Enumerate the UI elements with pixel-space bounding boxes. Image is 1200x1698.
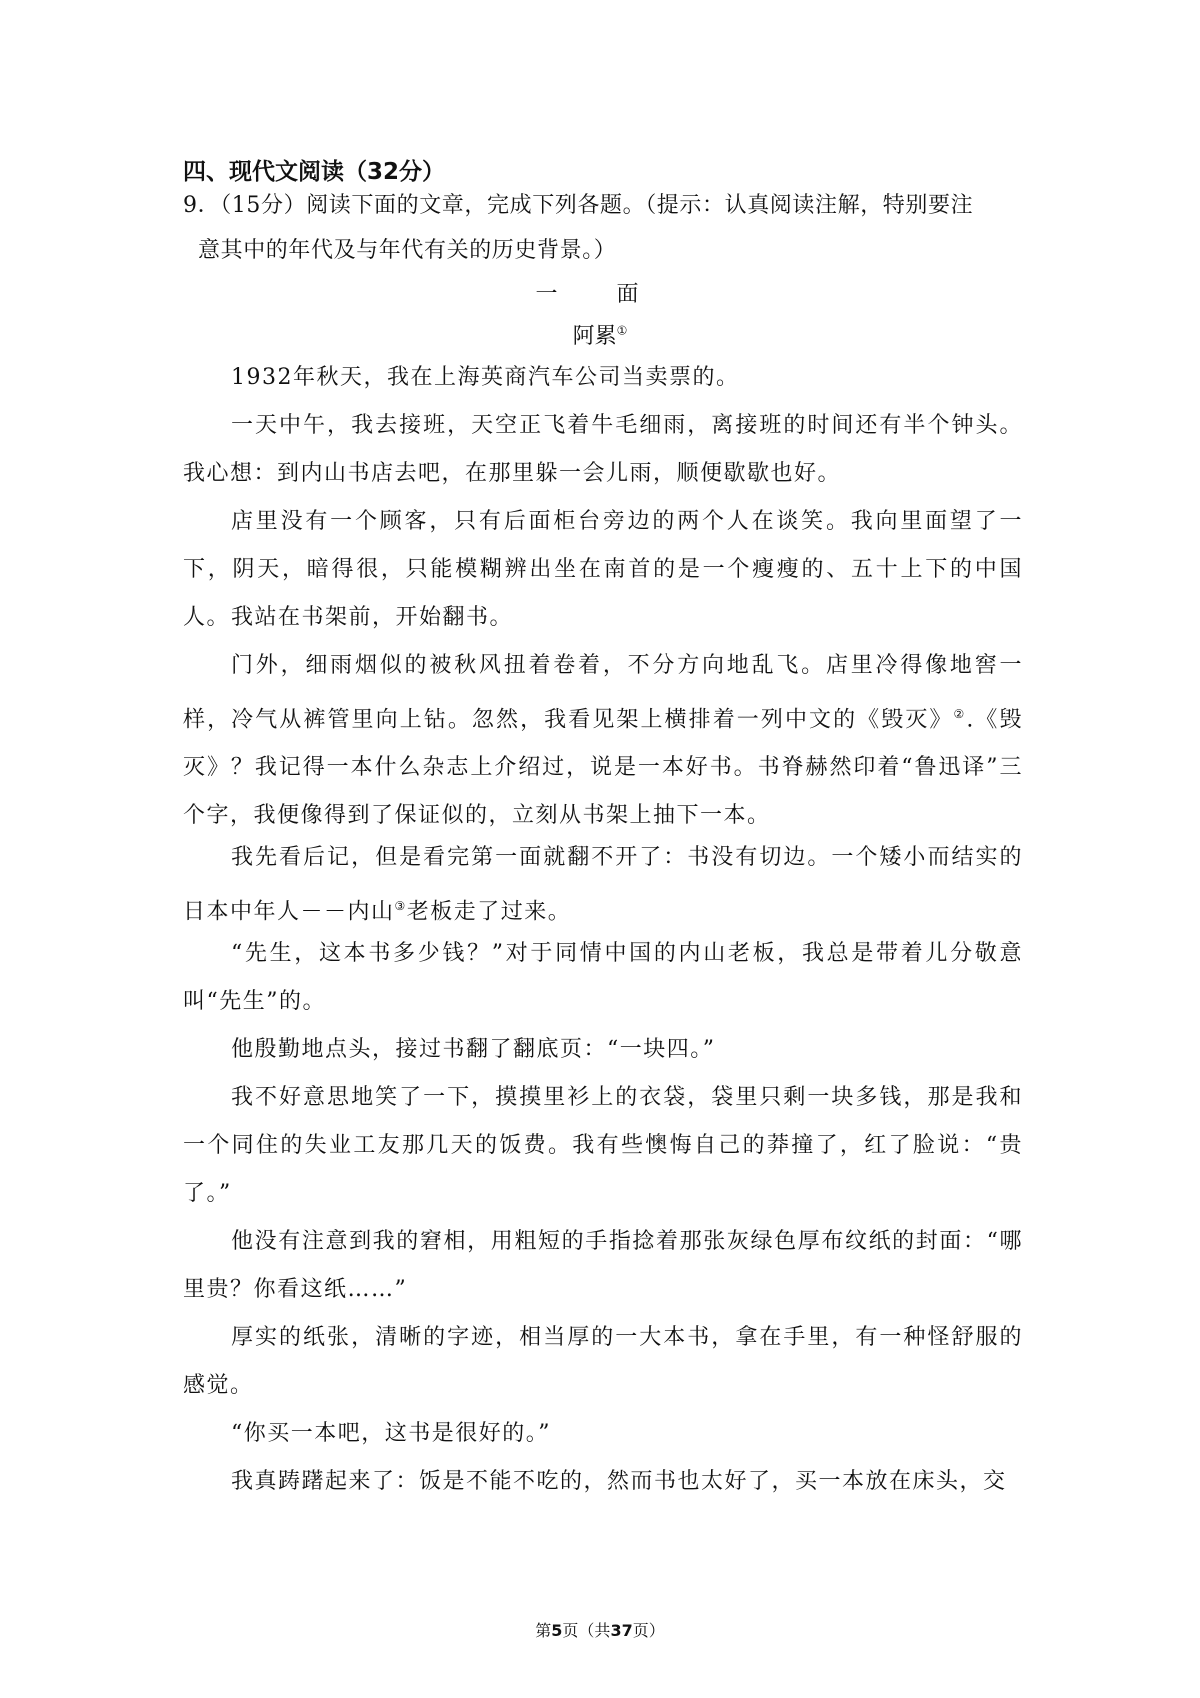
section-heading: 四、现代文阅读（32分）: [183, 159, 446, 185]
paragraph-1: 1932年秋天，我在上海英商汽车公司当卖票的。: [231, 365, 740, 390]
footnote-marker-1: ①: [616, 323, 628, 338]
paragraph-6-text-a: 我先看后记，但是看完第一面就翻不开了：书没有切边。一个矮小而结实的日本中年人－－内山: [183, 845, 1023, 925]
paragraph-12: “你买一本吧，这书是很好的。”: [231, 1421, 551, 1446]
page-footer: [0, 1618, 1200, 1641]
paragraph-13: 我真踌躇起来了：饭是不能不吃的，然而书也太好了，买一本放在床头，交: [231, 1469, 1007, 1494]
footnote-marker-3: ③: [394, 899, 407, 913]
paragraph-6-text-b: 老板走了过来。: [406, 899, 572, 925]
page-number: 5: [551, 1621, 563, 1640]
question-prompt-line-2: 意其中的年代及与年代有关的历史背景。）: [198, 238, 617, 263]
question-prompt-line-1: 9．（15分）阅读下面的文章，完成下列各题。（提示：认真阅读注解，特别要注: [183, 193, 974, 218]
footer-prefix: 第: [535, 1621, 552, 1640]
paragraph-11: 厚实的纸张，清晰的字迹，相当厚的一大本书，拿在手里，有一种怪舒服的感觉。: [183, 1325, 1023, 1398]
article-author: [0, 319, 1200, 350]
article-title: [0, 277, 1200, 308]
footnote-marker-2: ②: [953, 707, 967, 721]
article-title-text: 一 面: [535, 282, 665, 307]
footer-suffix: 页）: [632, 1621, 665, 1640]
author-name: 阿累: [572, 324, 617, 349]
paragraph-5-text-a: 门外，细雨烟似的被秋风扭着卷着，不分方向地乱飞。店里冷得像地窖一样，冷气从裤管里向上钻。忽然，我看见架上横排着一列中文的《毁灭》: [183, 653, 1023, 733]
paragraph-4: 我站在书架前，开始翻书。: [231, 605, 514, 630]
paragraph-10: 他没有注意到我的窘相，用粗短的手指捻着那张灰绿色厚布纹纸的封面：“哪里贵？你看这纸……”: [183, 1229, 1023, 1302]
paragraph-5: [183, 642, 1023, 840]
paragraph-7: “先生，这本书多少钱？”对于同情中国的内山老板，我总是带着儿分敬意叫“先生”的。: [183, 941, 1023, 1014]
total-pages: 37: [610, 1621, 633, 1640]
paragraph-6: [183, 834, 1023, 936]
footer-middle: 页（共: [562, 1621, 611, 1640]
paragraph-3: 店里没有一个顾客，只有后面柜台旁边的两个人在谈笑。我向里面望了一下，阴天，暗得很，只能模糊辨出坐在南首的是一个瘦瘦的、五十上下的中国人。: [183, 509, 1023, 630]
paragraph-2: 一天中午，我去接班，天空正飞着牛毛细雨，离接班的时间还有半个钟头。我心想：到内山书店去吧，在那里躲一会儿雨，顺便歇歇也好。: [183, 413, 1023, 486]
paragraph-8: 他殷勤地点头，接过书翻了翻底页：“一块四。”: [231, 1037, 716, 1062]
paragraph-5-text-b: .《毁灭》？我记得一本什么杂志上介绍过，说是一本好书。书脊赫然印着“鲁迅译”三个字，我便像得到了保证似的，立刻从书架上抽下一本。: [183, 707, 1023, 829]
paragraph-9: 我不好意思地笑了一下，摸摸里衫上的衣袋，袋里只剩一块多钱，那是我和一个同住的失业工友那几天的饭费。我有些懊悔自己的莽撞了，红了脸说：“贵了。”: [183, 1085, 1023, 1206]
